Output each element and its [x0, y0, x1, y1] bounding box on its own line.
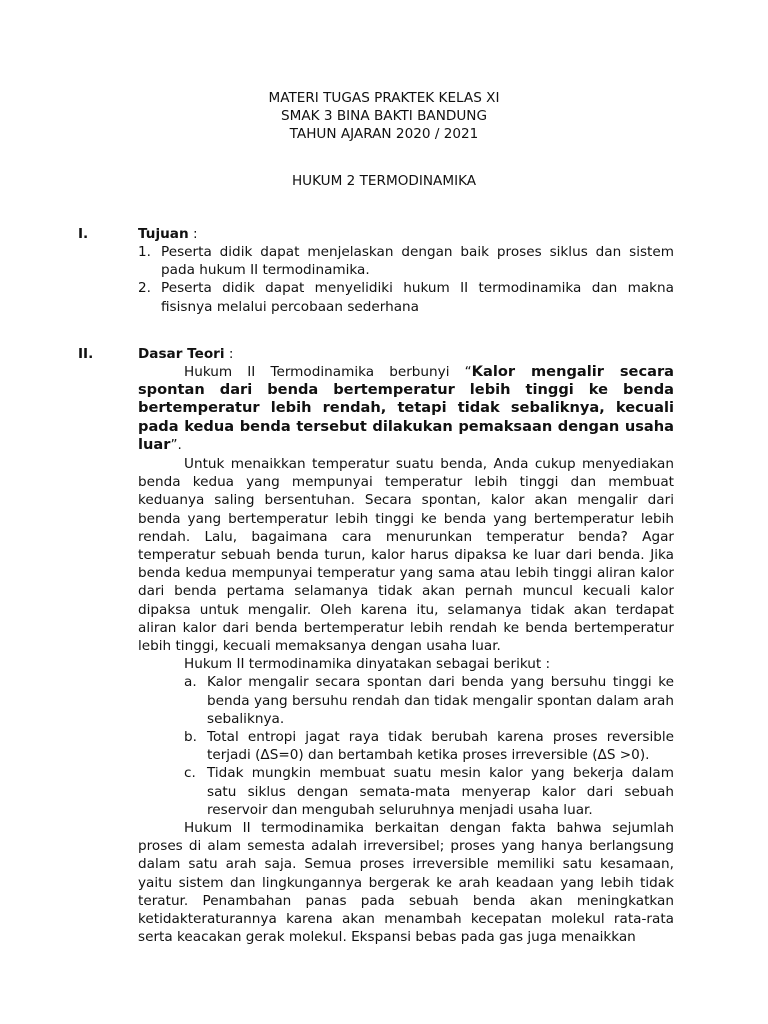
section-1-heading: [138, 225, 198, 243]
list-marker: c.: [184, 765, 196, 782]
list-marker: 1.: [138, 244, 151, 260]
section-2-heading: [138, 345, 233, 363]
intro-quote: Kalor mengalir secara spontan dari benda bertemperatur lebih tinggi ke benda bertemperatur lebih rendah, tetapi tidak sebaliknya, kecuali pada kedua benda tersebut dilakukan pemaksaan dengan usaha luar: [138, 363, 674, 453]
document-title: HUKUM 2 TERMODINAMIKA: [291, 173, 477, 189]
section-1-list: [138, 243, 674, 316]
list-item-text: Total entropi jagat raya tidak berubah karena proses reversible terjadi (ΔS=0) dan bertambah ketika proses irreversible (ΔS >0).: [207, 729, 674, 764]
section-2-colon: :: [224, 346, 234, 362]
list-marker: 2.: [138, 280, 151, 297]
header-line-3: TAHUN AJARAN 2020 / 2021: [289, 126, 479, 143]
paragraph-4: Hukum II termodinamika berkaitan dengan fakta bahwa sejumlah proses di alam semesta adalah irreversibel; proses yang hanya berlangsung dalam satu arah saja. Semua proses irreversible memiliki satu kesamaan, yaitu sistem dan lingkungannya bergerak ke arah keadaan yang lebih tidak teratur. Penambahan panas pada sebuah benda akan meningkatkan ketidakteraturannya karena akan menambah kecepatan molekul rata-rata serta keacakan gerak molekul. Ekspansi bebas pada gas juga menaikkan: [138, 820, 674, 946]
list-item-text: Tidak mungkin membuat suatu mesin kalor yang bekerja dalam satu siklus dengan semata-mata menyerap kalor dari sebuah reservoir dan mengubah seluruhnya menjadi usaha luar.: [207, 765, 674, 818]
list-item-text: Peserta didik dapat menyelidiki hukum II termodinamika dan makna fisisnya melalui percobaan sederhana: [161, 280, 674, 315]
section-2-body: [138, 363, 674, 947]
list-item-text: Kalor mengalir secara spontan dari benda yang bersuhu tinggi ke benda yang bersuhu rendah dan tidak mengalir spontan dalam arah sebaliknya.: [207, 674, 674, 727]
statement-list: [184, 673, 674, 819]
intro-paragraph: [138, 363, 674, 454]
list-item: [184, 728, 674, 764]
list-item-text: Peserta didik dapat menjelaskan dengan baik proses siklus dan sistem pada hukum II termodinamika.: [161, 244, 674, 279]
paragraph-2: Untuk menaikkan temperatur suatu benda, Anda cukup menyediakan benda kedua yang mempunyai temperatur lebih tinggi dan membuat keduanya saling bersentuhan. Secara spontan, kalor akan mengalir dari benda yang bertemperatur lebih tinggi ke benda yang bertemperatur lebih rendah. Lalu, bagaimana cara menurunkan temperatur benda? Agar temperatur sebuah benda turun, kalor harus dipaksa ke luar dari benda. Jika benda kedua mempunyai temperatur yang sama atau lebih tinggi aliran kalor dari benda pertama selamanya tidak akan pernah muncul kecuali kalor dipaksa untuk mengalir. Oleh karena itu, selamanya tidak akan terdapat aliran kalor dari benda bertemperatur lebih rendah ke benda bertemperatur lebih tinggi, kecuali memaksanya dengan usaha luar.: [138, 456, 674, 655]
section-2-heading-text: Dasar Teori: [138, 346, 225, 362]
intro-end: ”.: [170, 436, 182, 453]
list-marker: a.: [184, 674, 197, 691]
section-1-number: I.: [78, 226, 89, 242]
intro-lead: Hukum II Termodinamika berbunyi “: [184, 364, 472, 380]
document-header: [0, 89, 768, 144]
list-item: [138, 279, 674, 315]
list-item: [184, 764, 674, 819]
list-marker: b.: [184, 729, 197, 746]
list-item: [138, 243, 674, 279]
list-item: [184, 673, 674, 728]
section-2-number: II.: [78, 346, 94, 362]
section-1-heading-text: Tujuan: [138, 226, 189, 242]
header-line-2: SMAK 3 BINA BAKTI BANDUNG: [280, 108, 488, 125]
header-line-1: MATERI TUGAS PRAKTEK KELAS XI: [268, 90, 500, 106]
paragraph-3: Hukum II termodinamika dinyatakan sebagai berikut :: [184, 656, 551, 673]
section-1-colon: :: [188, 226, 198, 242]
